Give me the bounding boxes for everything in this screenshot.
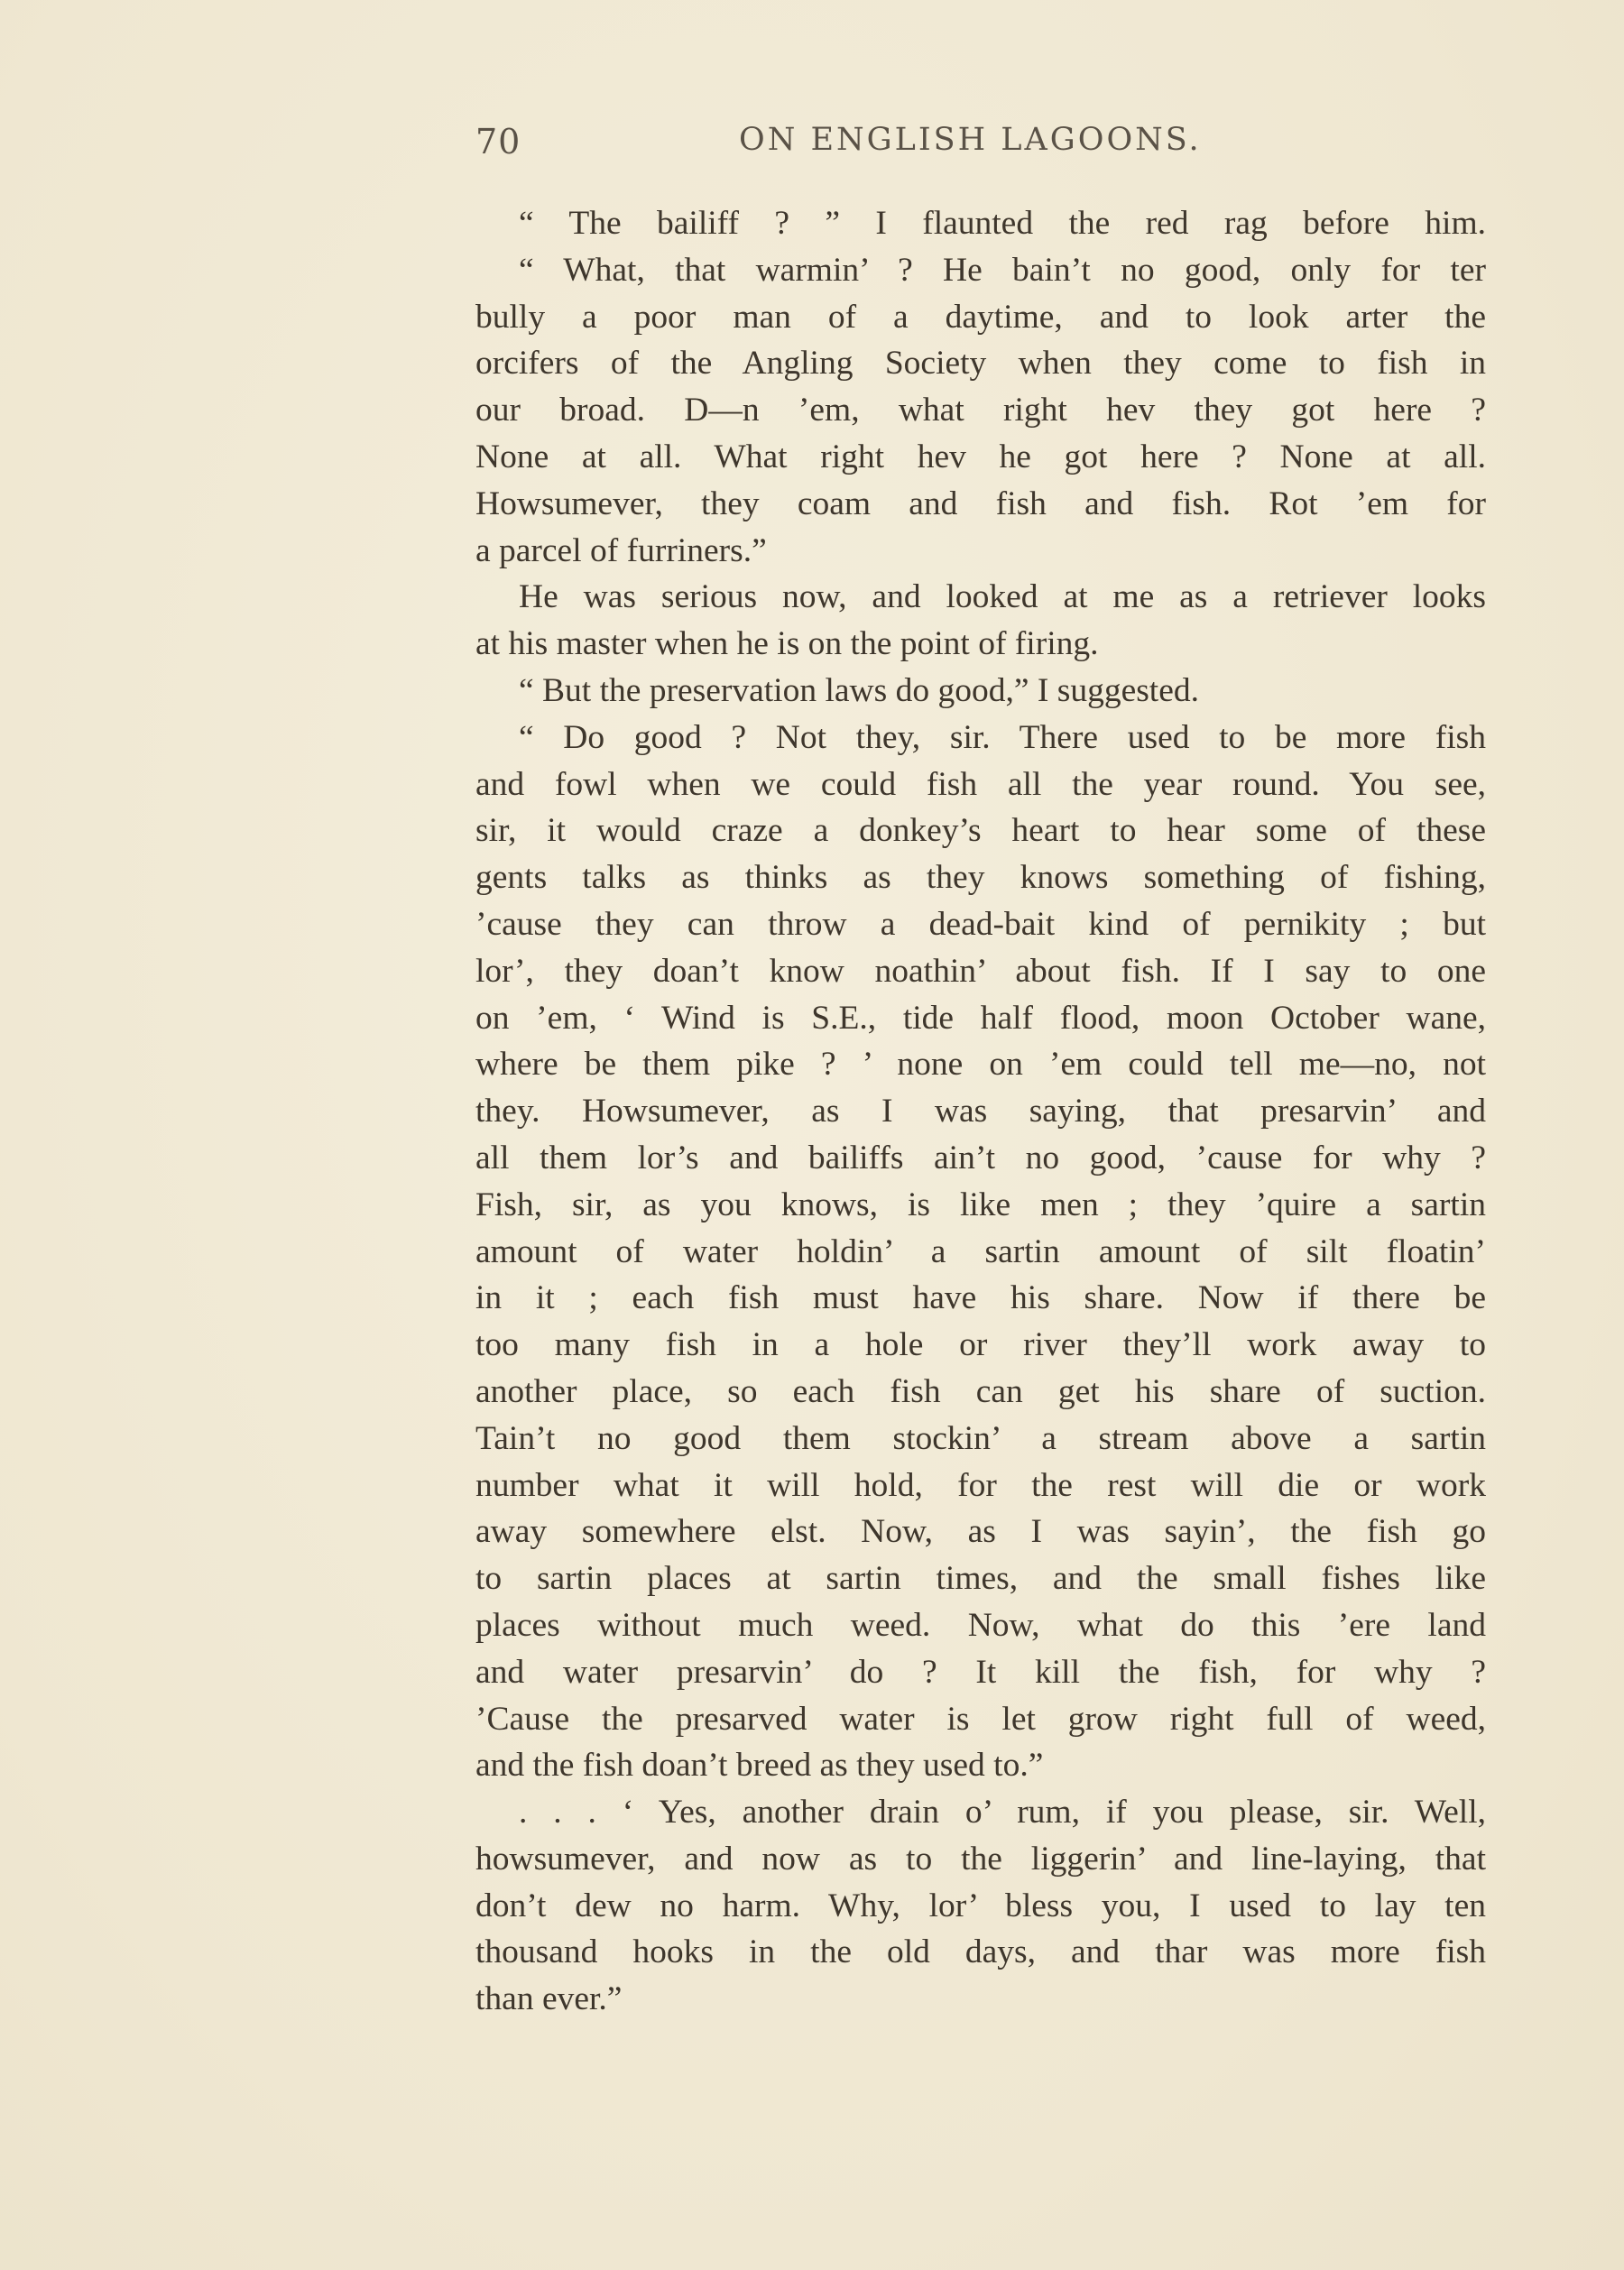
- text-line: on ’em, ‘ Wind is S.E., tide half flood, moon October wane,: [475, 999, 1486, 1037]
- text-line: “ What, that warmin’ ? He bain’t no good, only for ter: [519, 251, 1486, 289]
- text-line: they. Howsumever, as I was saying, that presarvin’ and: [475, 1093, 1486, 1130]
- text-line: at his master when he is on the point of firing.: [475, 625, 1099, 663]
- text-line: Fish, sir, as you knows, is like men ; they ’quire a sartin: [475, 1186, 1486, 1223]
- text-line: where be them pike ? ’ none on ’em could tell me—no, not: [475, 1046, 1486, 1084]
- text-line: orcifers of the Angling Society when they come to fish in: [475, 345, 1486, 383]
- text-line: ’Cause the presarved water is let grow right full of weed,: [475, 1700, 1486, 1738]
- text-line: our broad. D—n ’em, what right hev they got here ?: [475, 392, 1486, 429]
- text-line: “ But the preservation laws do good,” I suggested.: [519, 671, 1199, 709]
- text-line: lor’, they doan’t know noathin’ about fish. If I say to one: [475, 952, 1486, 990]
- text-line: . . . ‘ Yes, another drain o’ rum, if you please, sir. Well,: [519, 1794, 1486, 1832]
- text-line: in it ; each fish must have his share. Now if there be: [475, 1279, 1486, 1317]
- text-line: ’cause they can throw a dead-bait kind of pernikity ; but: [475, 905, 1486, 943]
- text-line: He was serious now, and looked at me as a retriever looks: [519, 578, 1486, 616]
- text-line: don’t dew no harm. Why, lor’ bless you, I used to lay ten: [475, 1887, 1486, 1924]
- text-line: and water presarvin’ do ? It kill the fish, for why ?: [475, 1653, 1486, 1691]
- text-line: bully a poor man of a daytime, and to look arter the: [475, 298, 1486, 336]
- running-head: ON ENGLISH LAGOONS.: [739, 122, 1202, 158]
- text-line: None at all. What right hev he got here ? None at all.: [475, 438, 1486, 475]
- text-line: Howsumever, they coam and fish and fish. Rot ’em for: [475, 484, 1486, 522]
- text-line: than ever.”: [475, 1980, 623, 2018]
- text-line: amount of water holdin’ a sartin amount of silt floatin’: [475, 1232, 1486, 1270]
- text-line: “ Do good ? Not they, sir. There used to be more fish: [519, 718, 1486, 756]
- text-line: too many fish in a hole or river they’ll work away to: [475, 1326, 1486, 1364]
- text-line: sir, it would craze a donkey’s heart to hear some of these: [475, 812, 1486, 850]
- text-line: gents talks as thinks as they knows something of fishing,: [475, 859, 1486, 897]
- text-line: away somewhere elst. Now, as I was sayin’, the fish go: [475, 1513, 1486, 1551]
- page-number: 70: [475, 122, 521, 161]
- page-header: [475, 122, 1215, 176]
- text-line: number what it will hold, for the rest will die or work: [475, 1466, 1486, 1504]
- text-line: howsumever, and now as to the liggerin’ and line-laying, that: [475, 1840, 1486, 1878]
- text-line: places without much weed. Now, what do this ’ere land: [475, 1606, 1486, 1644]
- body-text: [475, 200, 1486, 2023]
- text-line: thousand hooks in the old days, and thar was more fish: [475, 1933, 1486, 1971]
- text-line: Tain’t no good them stockin’ a stream above a sartin: [475, 1419, 1486, 1457]
- text-line: “ The bailiff ? ” I flaunted the red rag before him.: [519, 205, 1486, 242]
- text-line: to sartin places at sartin times, and the small fishes like: [475, 1560, 1486, 1598]
- text-line: and fowl when we could fish all the year round. You see,: [475, 765, 1486, 803]
- text-line: all them lor’s and bailiffs ain’t no good, ’cause for why ?: [475, 1139, 1486, 1177]
- text-line: another place, so each fish can get his share of suction.: [475, 1372, 1486, 1410]
- text-line: a parcel of furriners.”: [475, 531, 767, 569]
- text-line: and the fish doan’t breed as they used to.”: [475, 1747, 1044, 1785]
